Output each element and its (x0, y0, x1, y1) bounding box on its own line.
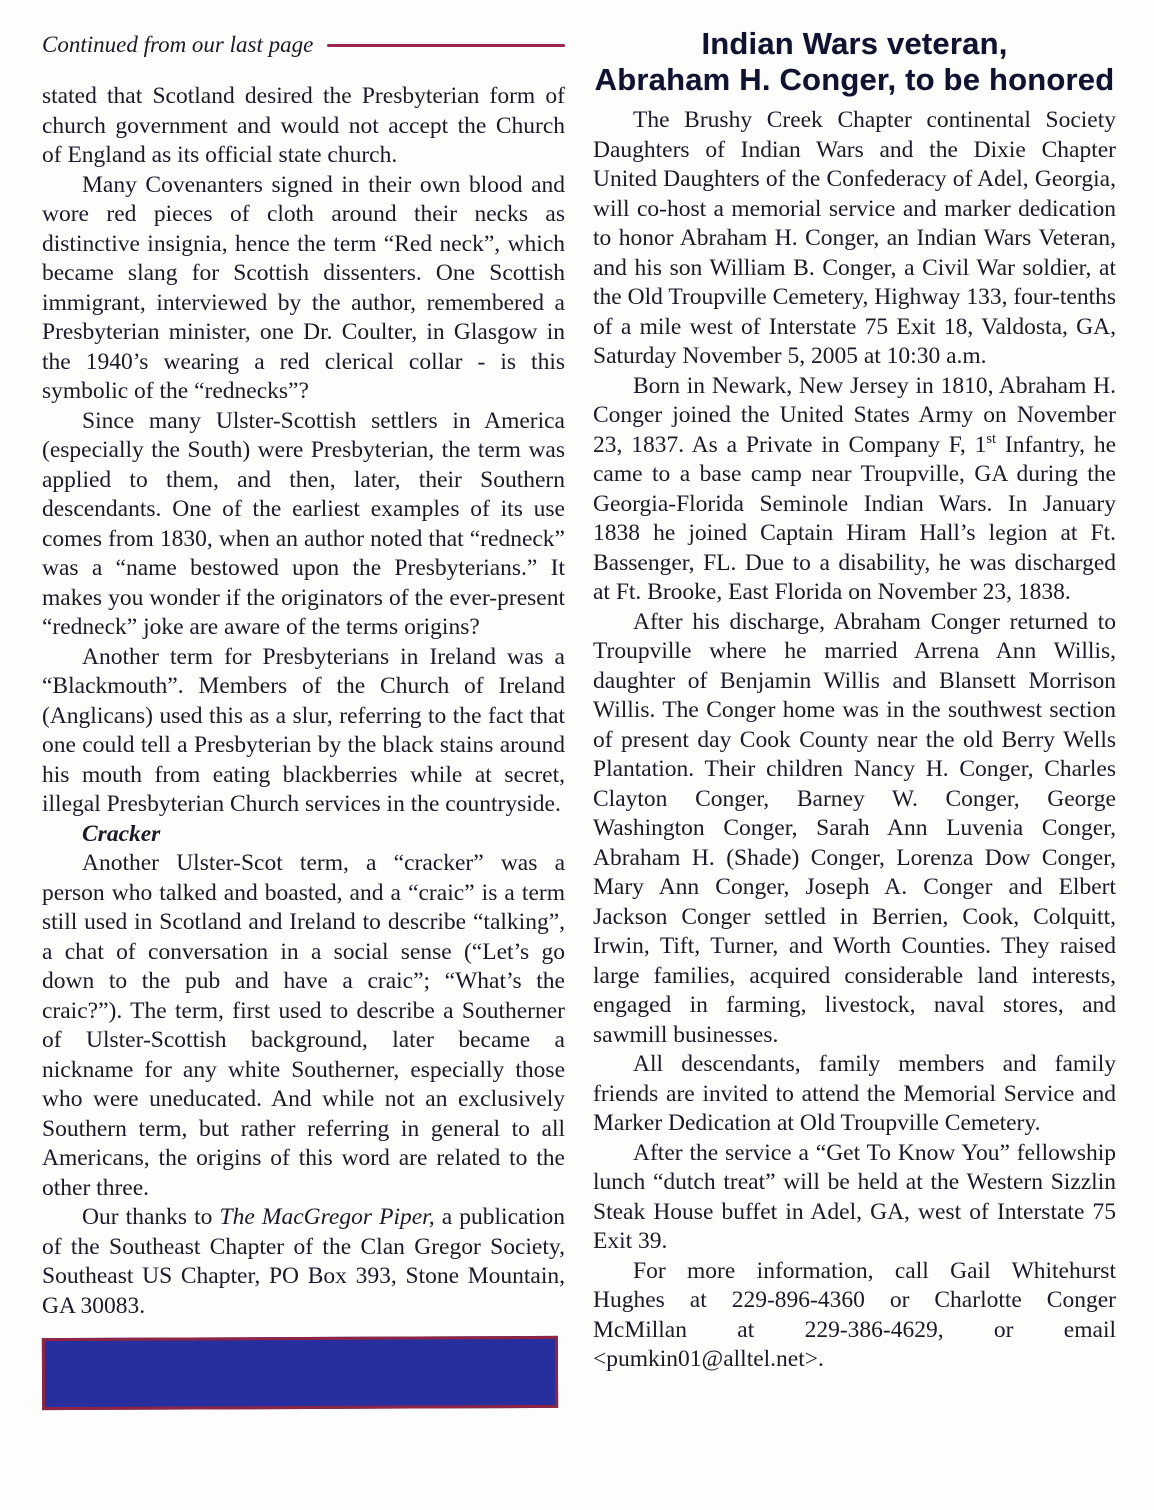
header-rule-line (327, 44, 565, 47)
cracker-subheading: Cracker (82, 820, 161, 847)
credit-publication-name: The MacGregor Piper, (219, 1204, 435, 1230)
article-title-line1: Indian Wars veteran, (701, 26, 1008, 61)
two-column-layout (42, 26, 1116, 1409)
left-paragraph-ulster-settlers: Since many Ulster-Scottish settlers in America (especially the South) were Presbyterian, the term was applied to them, and then, later, their Southern descendants. One of the earliest examples of its use comes from 1830, when an author noted that “redneck” was a “name bestowed upon the Presbyterians.” It makes you wonder if the originators of the ever-present “redneck” joke are aware of the terms origins? (42, 407, 565, 640)
right-paragraph-invitation: All descendants, family members and family friends are invited to attend the Memorial Service and Marker Dedication at Old Troupville Cemetery. (593, 1051, 1116, 1136)
right-paragraph-family: After his discharge, Abraham Conger returned to Troupville where he married Arrena Ann Willis, daughter of Benjamin Willis and Blansett Morrison Willis. The Conger home was in the southwest section of present day Cook County near the old Berry Wells Plantation. Their children Nancy H. Conger, Charles Clayton Conger, Barney W. Conger, George Washington Conger, Sarah Ann Luvenia Conger, Abraham H. (Shade) Conger, Lorenza Dow Conger, Mary Ann Conger, Joseph A. Conger and Elbert Jackson Conger settled in Berrien, Cook, Colquitt, Irwin, Tift, Turner, and Worth Counties. They raised large families, acquired considerable land interests, engaged in farming, livestock, naval stores, and sawmill businesses. (593, 608, 1116, 1048)
credit-text-post: a publication of the Southeast Chapter of the Clan Gregor Society, Southeast US Chapter, PO Box 393, Stone Mountain, GA 30083. (42, 1204, 565, 1319)
left-paragraph-blackmouth: Another term for Presbyterians in Ireland was a “Blackmouth”. Members of the Church of Ireland (Anglicans) used this as a slur, referring to the fact that one could tell a Presbyterian by the black stains around his mouth from eating blackberries while at secret, illegal Presbyterian Church services in the countryside. (42, 643, 565, 817)
left-paragraph-covenanters: Many Covenanters signed in their own blood and wore red pieces of cloth around their necks as distinctive insignia, hence the term “Red neck”, which became slang for Scottish dissenters. One Scottish immigrant, interviewed by the author, remembered a Presbyterian minister, one Dr. Coulter, in Glasgow in the 1940’s wearing a red clerical collar - is this symbolic of the “rednecks”? (42, 171, 565, 404)
right-column (593, 26, 1116, 1409)
article-title (593, 26, 1116, 98)
left-column (42, 26, 565, 1409)
credit-text-pre: Our thanks to (82, 1204, 220, 1230)
right-paragraph-contact: For more information, call Gail Whitehurst Hughes at 229-896-4360 or Charlotte Conger McMillan at 229-386-4629, or email <pumkin01@alltel.net>. (593, 1257, 1116, 1372)
right-paragraph-biography (593, 372, 1116, 608)
left-paragraph-cracker: Another Ulster-Scot term, a “cracker” was a person who talked and boasted, and a “craic” is a term still used in Scotland and Ireland to describe “talking”, a chat of conversation in a social sense (“Let’s go down to the pub and have a craic”; “What’s the craic?”). The term, first used to describe a Southerner of Ulster-Scottish background, later became a nickname for any white Southerner, especially those who were uneducated. And while not an exclusively Southern term, but rather referring in general to all Americans, the origins of this word are related to the other three. (42, 850, 565, 1201)
right-paragraph-lunch: After the service a “Get To Know You” fellowship lunch “dutch treat” will be held at the Western Sizzlin Steak House buffet in Adel, GA, west of Interstate 75 Exit 39. (593, 1139, 1116, 1254)
article-title-line2: Abraham H. Conger, to be honored (594, 62, 1115, 97)
continued-from-header (42, 26, 565, 58)
ordinal-superscript: st (986, 430, 997, 447)
left-paragraph-scotland: stated that Scotland desired the Presbyterian form of church government and would not accept the Church of England as its official state church. (42, 83, 565, 168)
left-paragraph-credit (42, 1203, 565, 1321)
continued-from-label: Continued from our last page (42, 32, 314, 57)
right-paragraph-announcement: The Brushy Creek Chapter continental Society Daughters of Indian Wars and the Dixie Chapter United Daughters of the Confederacy of Adel, Georgia, will co-host a memorial service and marker dedication to honor Abraham H. Conger, an Indian Wars Veteran, and his son William B. Conger, a Civil War soldier, at the Old Troupville Cemetery, Highway 133, four-tenths of a mile west of Interstate 75 Exit 18, Valdosta, GA, Saturday November 5, 2005 at 10:30 a.m. (593, 107, 1116, 369)
biography-text-post: Infantry, he came to a base camp near Troupville, GA during the Georgia-Florida Seminole Indian Wars. In January 1838 he joined Captain Hiram Hall’s legion at Ft. Bassenger, FL. Due to a disability, he was discharged at Ft. Brooke, East Florida on November 23, 1838. (593, 431, 1116, 605)
redacted-block (42, 1336, 558, 1410)
biography-text-pre: Born in Newark, New Jersey in 1810, Abraham H. Conger joined the United States Army on November 23, 1837. As a Private in Company F, 1 (593, 372, 1116, 458)
